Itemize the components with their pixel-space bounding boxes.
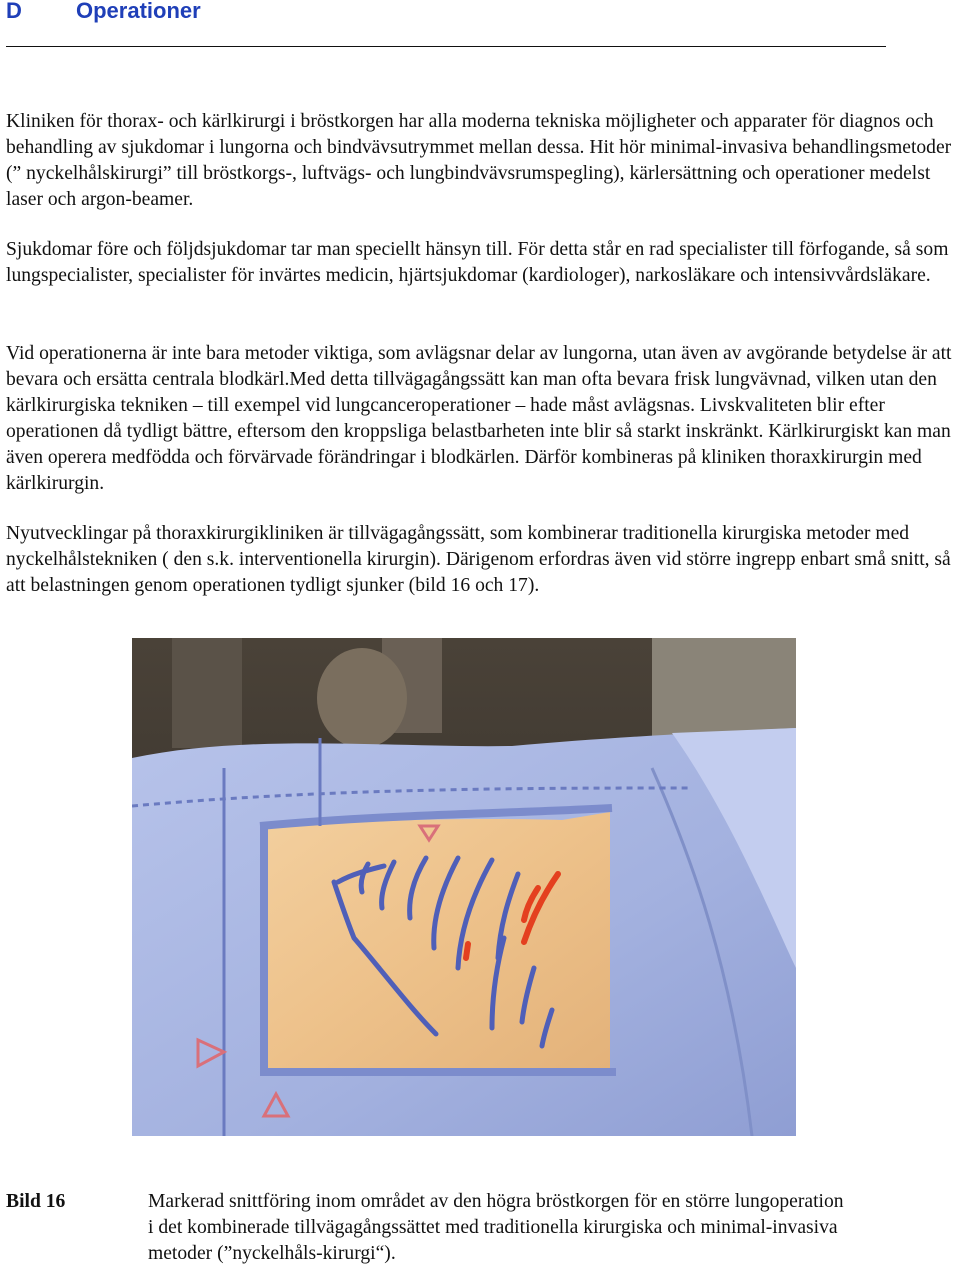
paragraph-specialists: Sjukdomar före och följdsjukdomar tar man speciellt hänsyn till. För detta står en rad specialister till förfogande, så som lungspecialister, specialister för invärtes medicin, hjärtsjukdomar (kardiologer), narkosläkare och intensivvårdsläkare.: [6, 239, 949, 286]
paragraph-intro: Kliniken för thorax- och kärlkirurgi i bröstkorgen har alla moderna tekniska möjligheter och apparater för diagnos och behandling av sjukdomar i lungorna och bindvävsutrymmet mellan dessa. Hit hör minimal-invasiva behandlingsmetoder (” nyckelhålskirurgi” till bröstkorgs-, luftvägs- och lungbindvävsrumspegling), kärlersättning och operationer medelst laser och argon-beamer.: [6, 111, 952, 210]
figure-caption: Markerad snittföring inom området av den högra bröstkorgen för en större lungoperation i det kombinerade tillvägagångssättet med traditionella kirurgiska och minimal-invasiva metoder (”nyckelhåls-kirurgi“).: [148, 1191, 844, 1264]
figure-label: Bild 16: [6, 1191, 66, 1212]
equipment-left: [172, 638, 242, 748]
surgical-marking-photo: [132, 638, 796, 1136]
section-title: Operationer: [76, 0, 201, 23]
paragraph-new-developments: Nyutvecklingar på thoraxkirurgikliniken är tillvägagångssätt, som kombinerar traditionella kirurgiska metoder med nyckelhålstekniken ( den s.k. interventionella kirurgin). Därigenom erfordras även vid större ingrepp enbart små snitt, så att belastningen genom operationen tydligt sjunker (bild 16 och 17).: [6, 523, 951, 596]
skin-area: [268, 812, 610, 1070]
heading-underline: [6, 46, 886, 47]
section-heading: [6, 0, 201, 24]
red-dot: [466, 944, 468, 958]
paragraph-vessels: Vid operationerna är inte bara metoder viktiga, som avlägsnar delar av lungorna, utan även av avgörande betydelse är att bevara och ersätta centrala blodkärl.Med detta tillvägagångssätt kan man ofta bevara frisk lungvävnad, vilken utan den kärlkirurgiska tekniken – till exempel vid lungcanceroperationer – hade måst avlägsnas. Livskvaliteten blir efter operationen då tydligt bättre, eftersom den kroppsliga belastbarheten inte blir så starkt inskränkt. Kärlkirurgiskt kan man även operera medfödda och förvärvade förändringar i blodkärlen. Därför kombineras på kliniken thoraxkirurgin med kärlkirurgin.: [6, 343, 952, 494]
equipment-stand: [317, 648, 407, 748]
section-letter: D: [6, 0, 22, 23]
